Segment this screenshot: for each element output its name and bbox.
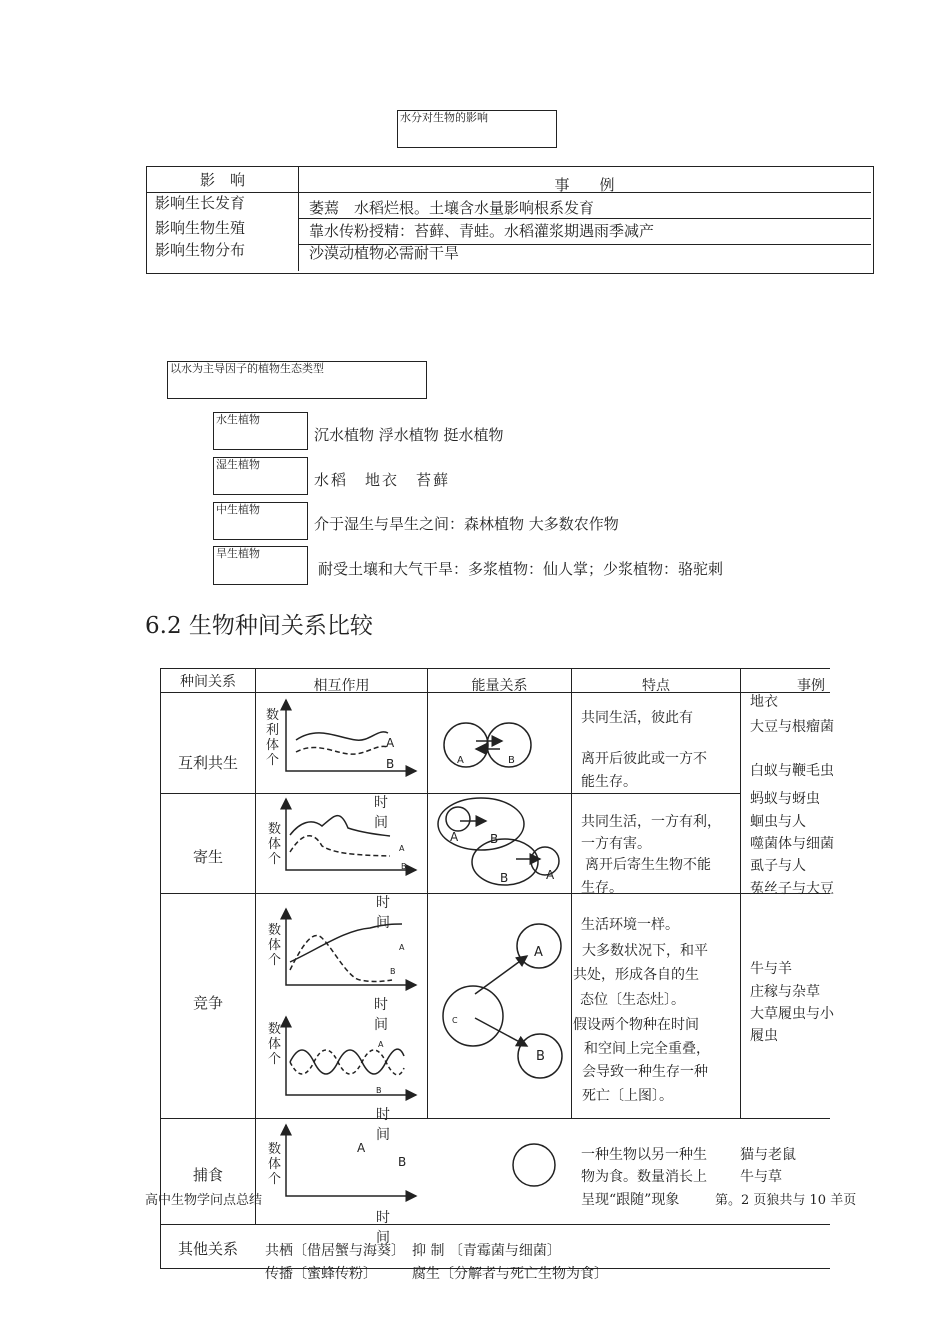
axis-label-time: 时间 — [376, 1107, 390, 1143]
table-header-energy: 能量关系 — [471, 678, 528, 694]
other-relations-line: 共栖〔借居蟹与海葵〕 抑 制 〔青霉菌与细菌〕 — [265, 1243, 561, 1259]
series-label-b: B — [398, 1155, 407, 1169]
water-effect-example: 萎蔫 水稻烂根。土壤含水量影响根系发育 — [309, 199, 595, 217]
series-label-a: A — [399, 943, 405, 952]
energy-label-b: B — [536, 1049, 545, 1064]
feature-line: 物为食。数量消长上 — [581, 1169, 707, 1185]
feature-line: 共同生活，一方有利， — [581, 814, 721, 830]
energy-label-b: B — [500, 871, 509, 885]
feature-line: 一方有害。 — [581, 836, 651, 852]
example-line: 大草履虫与小 — [750, 1006, 834, 1022]
water-effect-label: 影响生长发育 — [155, 194, 246, 212]
plant-type-label: 旱生植物 — [213, 546, 308, 585]
relation-name: 互利共生 — [177, 754, 238, 772]
energy-label-b: B — [490, 832, 499, 846]
feature-line: 和空间上完全重叠， — [584, 1041, 710, 1057]
series-label-b: B — [386, 757, 395, 771]
feature-line: 呈现“跟随”现象 — [581, 1192, 680, 1208]
water-table-header-effect: 影 响 — [199, 171, 245, 189]
series-label-a: A — [399, 844, 405, 853]
plant-type-desc: 水稻 地衣 苔藓 — [314, 471, 451, 489]
other-relations-line: 传播〔蜜蜂传粉〕 腐生〔分解者与死亡生物为食〕 — [265, 1266, 608, 1282]
energy-label-a: A — [534, 945, 543, 960]
footer-left: 高中生物学问点总结 — [145, 1193, 263, 1208]
table-header-example: 事例 — [797, 678, 825, 694]
example-line: 蚂蚁与蚜虫 — [750, 791, 820, 807]
example-line: 蛔虫与人 — [750, 814, 806, 830]
example-line: 噬菌体与细菌 — [750, 836, 834, 852]
axis-label-time: 时间 — [374, 795, 388, 831]
water-effect-label: 影响生物分布 — [155, 241, 246, 259]
example-line: 牛与草 — [740, 1169, 782, 1185]
footer-page: 第。2 页狼共与 10 羊页 — [715, 1189, 856, 1208]
mutualism-graph — [286, 700, 416, 771]
example-line: 履虫 — [750, 1028, 778, 1044]
series-label-b: B — [376, 1086, 382, 1095]
water-title-text: 水分对生物的影响 — [400, 111, 488, 124]
predation-energy-diagram — [513, 1144, 555, 1186]
axis-label-time: 时间 — [376, 1210, 390, 1246]
water-effect-example: 沙漠动植物必需耐干旱 — [309, 244, 460, 262]
plant-type-desc: 介于湿生与旱生之间：森林植物 大多数农作物 — [314, 515, 619, 533]
feature-line: 态位〔生态灶〕。 — [580, 992, 685, 1008]
series-label-a: A — [378, 1040, 384, 1049]
table-header-feature: 特点 — [642, 678, 670, 694]
feature-line: 共处，形成各自的生 — [573, 967, 699, 983]
feature-line: 离开后寄生生物不能 — [585, 857, 711, 873]
example-line: 菟丝子与大豆 — [750, 881, 834, 897]
section-heading: 6.2 生物种间关系比较 — [145, 613, 373, 639]
axis-label-time: 时间 — [374, 997, 388, 1033]
competition-graph-1 — [286, 909, 416, 985]
example-line: 猫与老鼠 — [740, 1147, 796, 1163]
plant-type-label: 湿生植物 — [213, 457, 308, 495]
axis-label-count: 数体个 — [268, 1022, 282, 1067]
relation-name: 竞争 — [192, 994, 223, 1012]
axis-label-count: 数体个 — [268, 822, 282, 867]
energy-label-a: A — [450, 830, 459, 844]
predation-graph — [286, 1125, 416, 1196]
axis-label-count: 数体个 — [268, 1142, 282, 1187]
feature-line: 生活环境一样。 — [581, 917, 679, 933]
feature-line: 离开后彼此或一方不 — [581, 751, 707, 767]
energy-label-b: B — [508, 755, 515, 766]
feature-line: 大多数状况下，和平 — [582, 943, 708, 959]
axis-label-count: 数体个 — [268, 923, 282, 968]
plant-type-label: 水生植物 — [213, 412, 308, 450]
series-label-b: B — [401, 862, 407, 871]
parasitism-graph — [286, 799, 416, 870]
plant-type-desc: 沉水植物 浮水植物 挺水植物 — [314, 426, 504, 444]
plant-types-title-text: 以水为主导因子的植物生态类型 — [170, 362, 324, 375]
energy-label-a: A — [457, 755, 464, 766]
relation-name: 寄生 — [192, 848, 223, 866]
series-label-a: A — [386, 736, 395, 750]
feature-line: 能生存。 — [581, 774, 637, 790]
water-table-header-example: 事 例 — [554, 176, 615, 194]
water-effect-label: 影响生物生殖 — [155, 219, 246, 237]
example-line: 虱子与人 — [750, 858, 806, 874]
feature-line: 假设两个物种在时间 — [573, 1017, 699, 1033]
axis-label-count: 数利体个 — [266, 708, 280, 768]
series-label-a: A — [357, 1141, 366, 1155]
relation-name: 其他关系 — [177, 1240, 238, 1258]
feature-line: 一种生物以另一种生 — [581, 1147, 707, 1163]
water-effect-example: 靠水传粉授精：苔藓、青蛙。水稻灌浆期遇雨季减产 — [309, 222, 655, 240]
example-line: 地衣 — [750, 694, 778, 710]
feature-line: 生存。 — [581, 880, 623, 896]
plant-type-desc: 耐受土壤和大气干旱：多浆植物：仙人掌；少浆植物：骆驼刺 — [318, 560, 724, 578]
feature-line: 死亡〔上图〕。 — [582, 1088, 673, 1104]
example-line: 白蚁与鞭毛虫 — [750, 763, 834, 779]
example-line: 牛与羊 — [750, 961, 792, 977]
table-header-relation: 种间关系 — [180, 674, 236, 690]
axis-label-time: 时间 — [376, 895, 390, 931]
table-header-interaction: 相互作用 — [313, 678, 370, 694]
energy-label-c: C — [452, 1016, 458, 1025]
example-line: 庄稼与杂草 — [750, 984, 820, 1000]
series-label-b: B — [390, 967, 396, 976]
energy-label-a: A — [546, 868, 555, 882]
example-line: 大豆与根瘤菌 — [750, 719, 834, 735]
feature-line: 会导致一种生存一种 — [582, 1064, 708, 1080]
feature-line: 共同生活，彼此有 — [581, 710, 693, 726]
plant-type-label: 中生植物 — [213, 502, 308, 540]
competition-graph-2 — [286, 1017, 416, 1095]
relation-name: 捕食 — [192, 1166, 223, 1184]
